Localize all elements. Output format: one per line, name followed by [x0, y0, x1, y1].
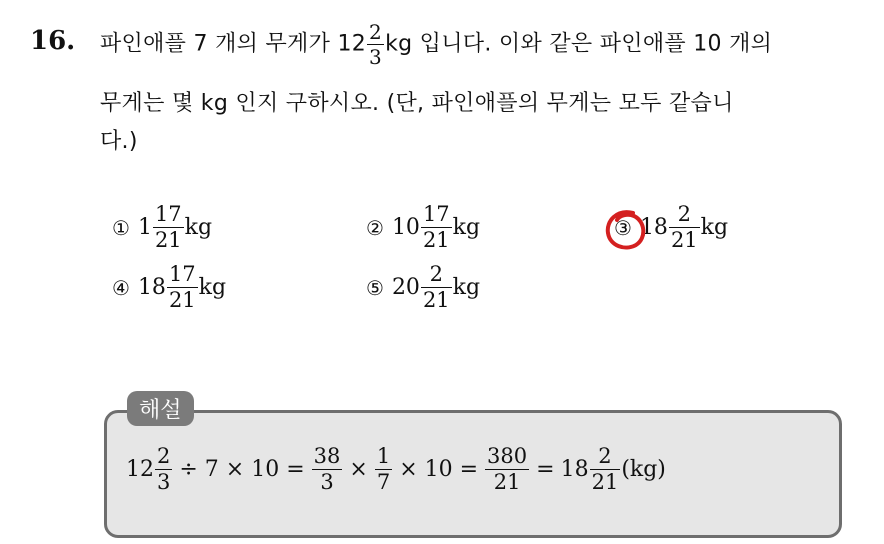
choice-unit: kg	[452, 275, 481, 300]
choice-unit: kg	[184, 215, 213, 240]
solution-label: 해설	[127, 391, 194, 426]
choice-unit: kg	[700, 215, 729, 240]
solution-equation	[126, 446, 666, 493]
term5-fraction: $\frac{2}{21}$	[591, 444, 619, 494]
question-line-2: 무게는 몇 kg 인지 구하시오. (단, 파인애플의 무게는 모두 같습니	[100, 91, 734, 116]
question-text-1a: 파인애플 7 개의 무게가 12	[100, 31, 367, 57]
term1-whole: 12	[126, 457, 154, 482]
choice-fraction: $\frac{17}{21}$	[154, 202, 182, 252]
choice-mark: ②	[366, 215, 384, 240]
choice-unit: kg	[198, 275, 227, 300]
choice-fraction: $\frac{2}{21}$	[670, 202, 698, 252]
choice-unit: kg	[452, 215, 481, 240]
choice-2[interactable]	[366, 204, 480, 251]
term2-fraction: $\frac{38}{3}$	[313, 444, 341, 494]
choice-mark: ⑤	[366, 275, 384, 300]
operator-3: × 10 =	[399, 457, 479, 482]
choice-whole: 20	[391, 275, 420, 300]
choice-whole: 1	[137, 215, 152, 240]
operator-4: =	[536, 457, 555, 482]
choice-whole: 18	[137, 275, 166, 300]
question-fraction: $\frac{2}{3}$	[369, 20, 383, 69]
choice-5[interactable]	[366, 264, 480, 311]
operator-2: ×	[349, 457, 368, 482]
question-number: 16.	[30, 26, 76, 56]
choice-1[interactable]	[112, 204, 212, 251]
choice-whole: 18	[639, 215, 668, 240]
choice-fraction: $\frac{17}{21}$	[168, 262, 196, 312]
result-unit: (kg)	[621, 457, 666, 482]
choice-mark: ③	[614, 215, 632, 240]
choice-mark: ①	[112, 215, 130, 240]
term3-fraction: $\frac{1}{7}$	[376, 444, 391, 494]
choice-4[interactable]	[112, 264, 226, 311]
choice-whole: 10	[391, 215, 420, 240]
term5-whole: 18	[560, 457, 589, 482]
question-text-1b: kg 입니다. 이와 같은 파인애플 10 개의	[385, 31, 773, 57]
question-line-3: 다.)	[100, 129, 138, 154]
operator-1: ÷ 7 × 10 =	[179, 457, 305, 482]
choice-mark: ④	[112, 275, 130, 300]
question-line-1	[100, 22, 772, 67]
choice-fraction: $\frac{17}{21}$	[422, 202, 450, 252]
term1-fraction: $\frac{2}{3}$	[157, 444, 171, 494]
answer-circle-mark	[603, 207, 649, 253]
choice-fraction: $\frac{2}{21}$	[422, 262, 450, 312]
term4-fraction: $\frac{380}{21}$	[487, 444, 528, 494]
